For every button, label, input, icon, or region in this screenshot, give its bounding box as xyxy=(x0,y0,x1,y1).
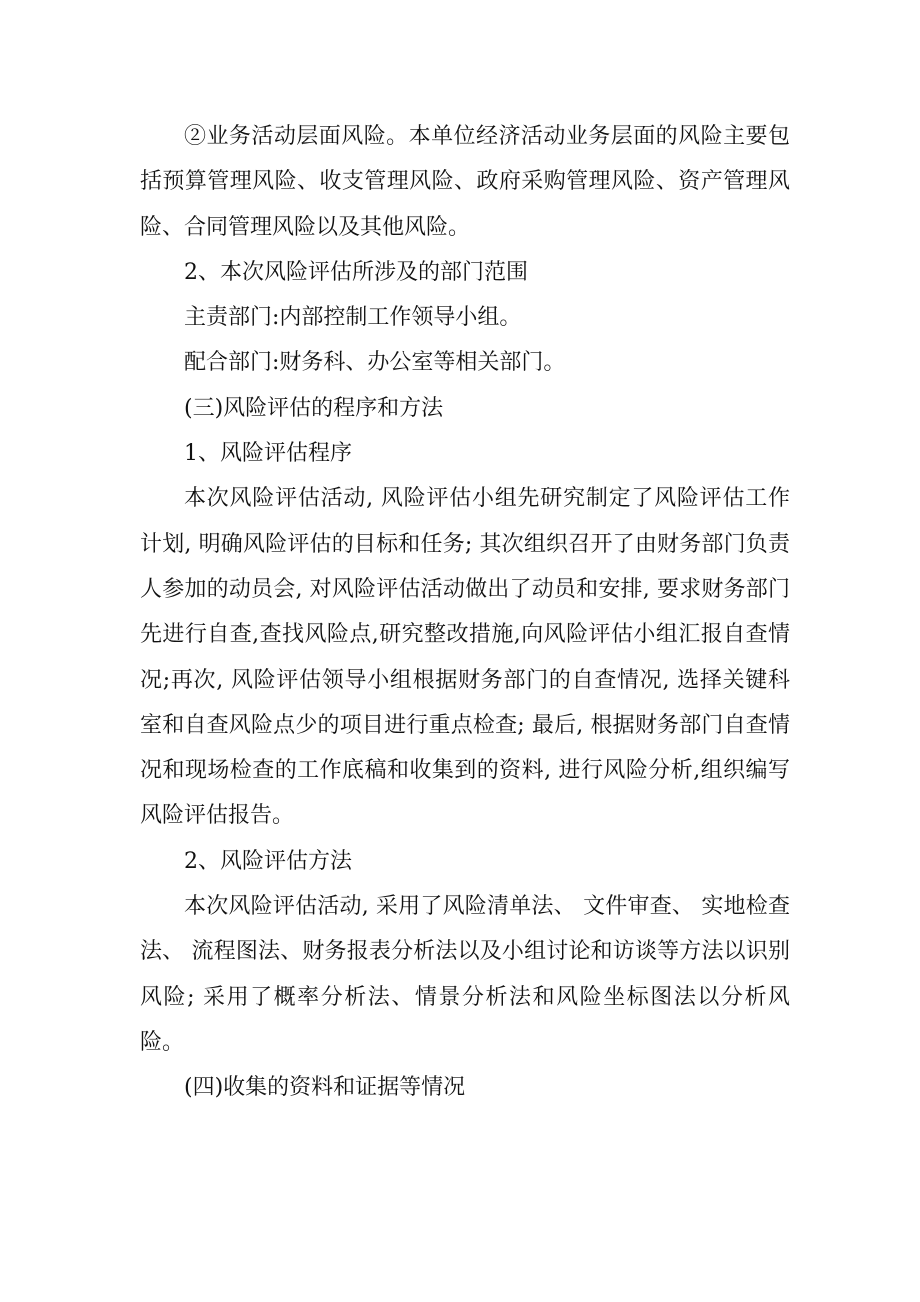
paragraph-lead-department: 主责部门:内部控制工作领导小组。 xyxy=(184,305,522,331)
heading-procedure-method: (三)风险评估的程序和方法 xyxy=(184,395,444,421)
heading-collected-materials: (四)收集的资料和证据等情况 xyxy=(184,1075,466,1101)
paragraph-assessment-procedure: 本次风险评估活动, 风险评估小组先研究制定了风险评估工作计划, 明确风险评估的目标和任务; 其次组织召开了由财务部门负责人参加的动员会, 对风险评估活动做出了动员和安排, 要求财务部门先进行自查,查找风险点,研究整改措施,向风险评估小组汇报自查情况;再次, 风险评估领导小组根据财务部门的自查情况, 选择关键科室和自查风险点少的项目进行重点检查; 最后, 根据财务部门自查情况和现场检查的工作底稿和收集到的资料, 进行风险分析,组织编写风险评估报告。 xyxy=(140,486,790,829)
paragraph-assessment-method: 本次风险评估活动, 采用了风险清单法、 文件审查、 实地检查法、 流程图法、财务报表分析法以及小组讨论和访谈等方法以识别风险; 采用了概率分析法、情景分析法和风险坐标图法以分析风险。 xyxy=(140,894,790,1055)
heading-assessment-procedure: 1、风险评估程序 xyxy=(184,441,352,467)
paragraph-supporting-departments: 配合部门:财务科、办公室等相关部门。 xyxy=(184,350,566,376)
paragraph-business-risk: ②业务活动层面风险。本单位经济活动业务层面的风险主要包括预算管理风险、收支管理风险、政府采购管理风险、资产管理风险、合同管理风险以及其他风险。 xyxy=(140,124,790,240)
document-body xyxy=(140,114,790,1111)
heading-assessment-method: 2、风险评估方法 xyxy=(184,848,352,874)
heading-department-scope: 2、本次风险评估所涉及的部门范围 xyxy=(184,259,528,285)
